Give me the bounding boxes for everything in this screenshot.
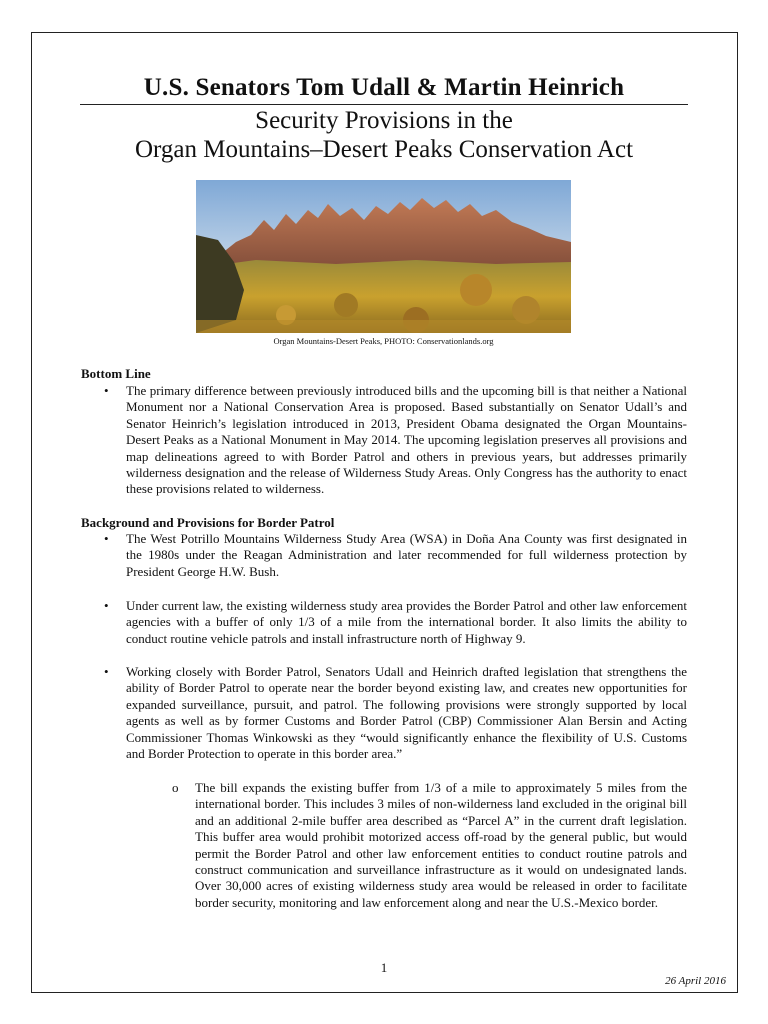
bullet-icon: • bbox=[104, 598, 109, 613]
mountain-photo bbox=[196, 180, 571, 333]
title-divider bbox=[80, 104, 688, 105]
background-paragraph-wsa: The West Potrillo Mountains Wilderness Study Area (WSA) in Doña Ana County was first designated in the 1980s under the Reagan Administration and later recommended for full wilderness protection by President George H.W. Bush. bbox=[126, 531, 687, 579]
section-heading-bottom-line: Bottom Line bbox=[81, 366, 151, 381]
document-date: 26 April 2016 bbox=[665, 975, 726, 987]
background-paragraph-border-patrol: Working closely with Border Patrol, Senators Udall and Heinrich drafted legislation that strengthens the ability of Border Patrol to operate near the border beyond existing law, and creates new opportunities for expanded surveillance, pursuit, and patrol. The following provisions were strongly supported by local agents as well as by former Customs and Border Patrol (CBP) Commissioner Alan Bersin and Acting Commissioner Thomas Winkowski as they “would significantly enhance the flexibility of U.S. Customs and Border Protection to operate in this border area.” bbox=[126, 664, 687, 762]
document-title: U.S. Senators Tom Udall & Martin Heinrich bbox=[143, 74, 625, 101]
page-number: 1 bbox=[380, 960, 388, 975]
bullet-icon: • bbox=[104, 383, 109, 398]
bullet-icon: • bbox=[104, 664, 109, 679]
background-paragraph-current-law: Under current law, the existing wilderness study area provides the Border Patrol and other law enforcement agencies with a buffer of only 1/3 of a mile from the international border. It also limits the ability to conduct routine vehicle patrols and install infrastructure north of Highway 9. bbox=[126, 598, 687, 646]
bullet-icon: • bbox=[104, 531, 109, 546]
photo-caption: Organ Mountains-Desert Peaks, PHOTO: Conservationlands.org bbox=[273, 336, 494, 346]
buffer-expansion-paragraph: The bill expands the existing buffer from 1/3 of a mile to approximately 5 miles from the international border. This includes 3 miles of non-wilderness land excluded in the original bill and an additional 2-mile buffer area described as “Parcel A” in the current draft legislation. This buffer area would prohibit motorized access off-road by the general public, but would permit the Border Patrol and other law enforcement entities to conduct routine patrols and construct communication and surveillance infrastructure as it would on undesignated lands. Over 30,000 acres of existing wilderness study area would be released in order to facilitate border security, monitoring and law enforcement along and near the U.S.-Mexico border. bbox=[195, 780, 687, 910]
sub-bullet-icon: o bbox=[172, 780, 179, 795]
subtitle-line-1: Security Provisions in the bbox=[255, 107, 513, 134]
subtitle-line-2: Organ Mountains–Desert Peaks Conservation Act bbox=[134, 136, 634, 163]
section-heading-background: Background and Provisions for Border Patrol bbox=[81, 515, 335, 530]
bottom-line-paragraph: The primary difference between previously introduced bills and the upcoming bill is that neither a National Monument nor a National Conservation Area is proposed. Based substantially on Senator Udall’s and Senator Heinrich’s legislation introduced in 2013, President Obama designated the Organ Mountains-Desert Peaks as a National Monument in May 2014. The upcoming legislation preserves all provisions and map delineations agreed to with Border Patrol and others in previous years, but addresses primarily wilderness designation and the release of Wilderness Study Areas. Only Congress has the authority to enact these provisions related to wilderness. bbox=[126, 383, 687, 497]
document-subtitle bbox=[80, 106, 688, 164]
